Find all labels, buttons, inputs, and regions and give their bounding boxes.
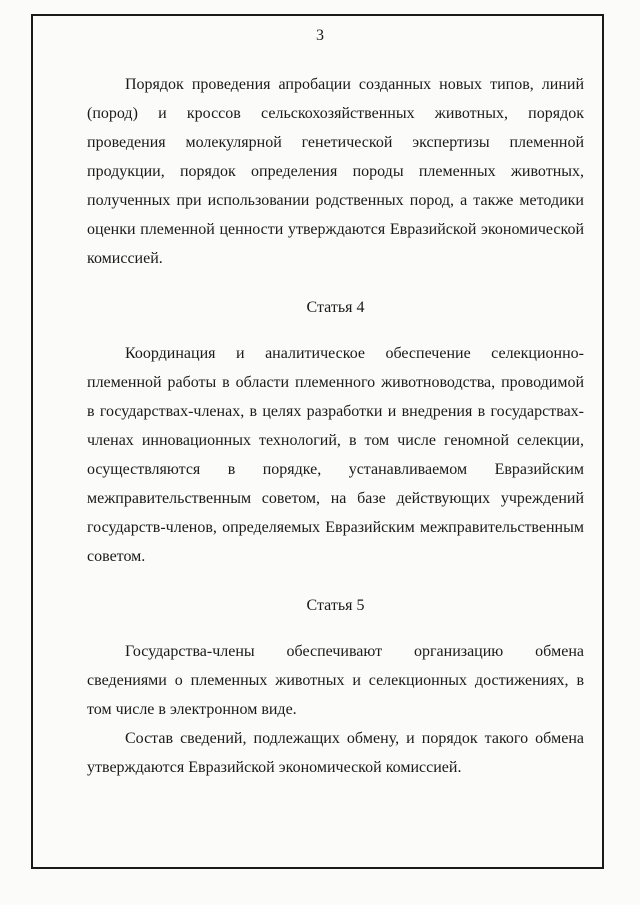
page-number: 3 <box>316 27 324 44</box>
article-4-heading: Статья 4 <box>306 299 365 316</box>
article-4-paragraph: Координация и аналитическое обеспечение селекционно-племенной работы в области племенного животноводства, проводимой в государствах-членах, в целях разработки и внедрения в государствах-членах инновационных технологий, в том числе геномной селекции, осуществляются в порядке, устанавливаемом Евразийским межправительственным советом, на базе действующих учреждений государств-членов, определяемых Евразийским межправительственным советом. <box>87 345 584 565</box>
article-5-paragraph-1: Государства-члены обеспечивают организацию обмена сведениями о племенных животных и селекционных достижениях, в том числе в электронном виде. <box>87 643 584 718</box>
article-5-heading: Статья 5 <box>306 597 365 614</box>
article-5-paragraph-2: Состав сведений, подлежащих обмену, и порядок такого обмена утверждаются Евразийской экономической комиссией. <box>87 730 584 776</box>
intro-paragraph: Порядок проведения апробации созданных новых типов, линий (пород) и кроссов сельскохозяйственных животных, порядок проведения молекулярной генетической экспертизы племенной продукции, порядок определения породы племенных животных, полученных при использовании родственных пород, а также методики оценки племенной ценности утверждаются Евразийской экономической комиссией. <box>87 76 584 267</box>
document-body <box>87 70 584 782</box>
